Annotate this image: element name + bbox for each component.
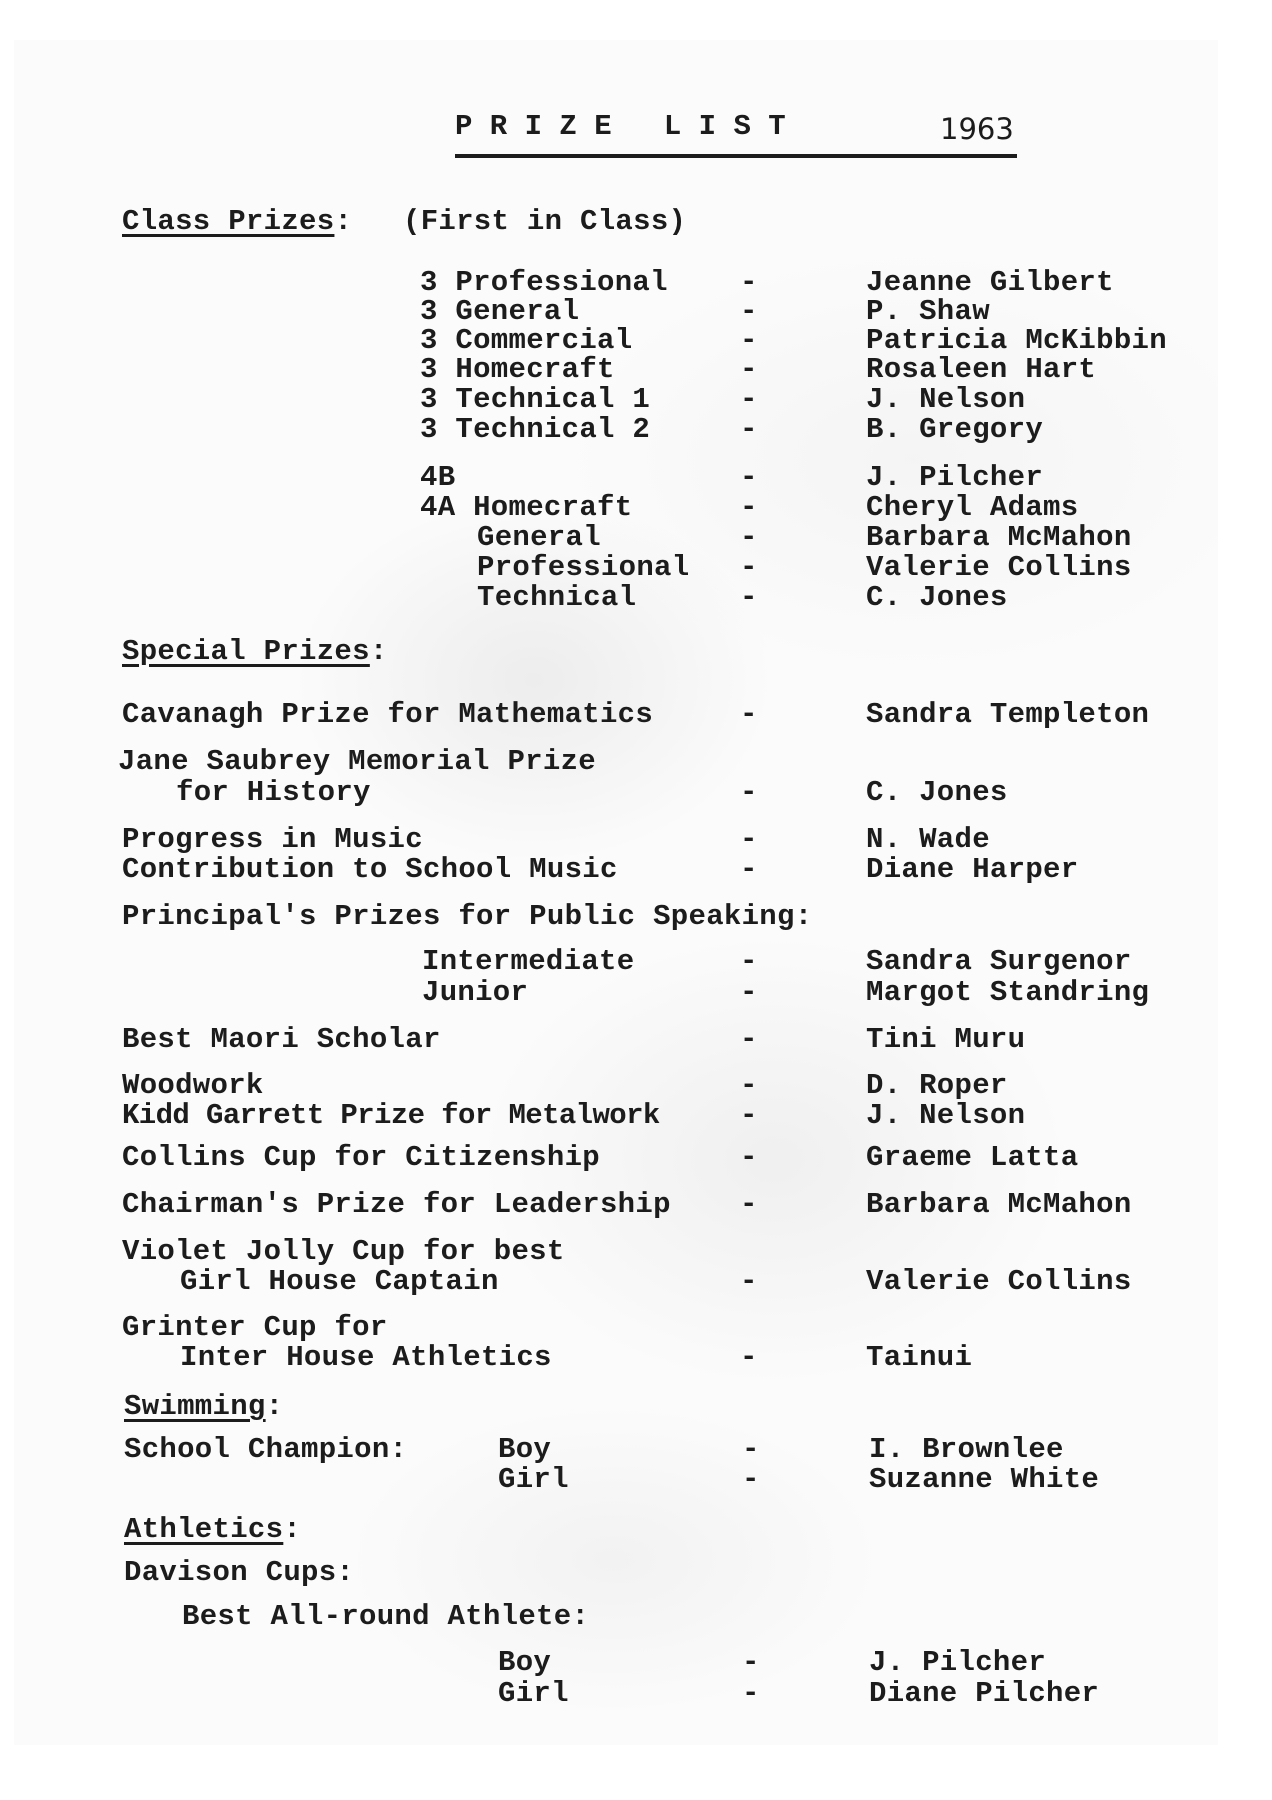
separator-dash: - <box>740 976 758 1009</box>
separator-dash: - <box>740 776 758 809</box>
winner-name: Jeanne Gilbert <box>866 266 1114 299</box>
separator-dash: - <box>740 1099 758 1132</box>
winner-name: Barbara McMahon <box>866 1188 1132 1221</box>
separator-dash: - <box>740 324 758 357</box>
prize-label: Woodwork <box>122 1069 264 1102</box>
separator-dash: - <box>740 383 758 416</box>
separator-dash: - <box>740 413 758 446</box>
winner-name: J. Pilcher <box>869 1646 1047 1679</box>
class-label: 4B <box>420 461 456 494</box>
heading-colon: : <box>369 635 388 668</box>
prize-label: Intermediate <box>422 945 635 978</box>
class-label: Professional <box>477 551 690 584</box>
winner-name: Sandra Surgenor <box>866 945 1132 978</box>
winner-name: Valerie Collins <box>866 551 1132 584</box>
page-year: 1963 <box>940 112 1014 146</box>
title-underline <box>455 154 1017 158</box>
winner-name: Suzanne White <box>869 1463 1100 1496</box>
davison-cups-label: Davison Cups: <box>124 1556 355 1589</box>
separator-dash: - <box>740 1265 758 1298</box>
public-speaking-heading: Principal's Prizes for Public Speaking: <box>122 900 813 933</box>
heading-colon: : <box>334 205 353 238</box>
winner-name: Cheryl Adams <box>866 491 1079 524</box>
winner-name: D. Roper <box>866 1069 1008 1102</box>
winner-name: Tini Muru <box>866 1023 1026 1056</box>
separator-dash: - <box>740 945 758 978</box>
separator-dash: - <box>740 266 758 299</box>
page-title: P R I Z E L I S T <box>455 110 786 143</box>
separator-dash: - <box>740 295 758 328</box>
heading-colon: : <box>265 1390 284 1423</box>
winner-name: Barbara McMahon <box>866 521 1132 554</box>
class-label: 3 Homecraft <box>420 353 615 386</box>
swimming-heading-text: Swimming <box>124 1390 266 1423</box>
class-label: General <box>477 521 601 554</box>
separator-dash: - <box>740 581 758 614</box>
class-prizes-heading-text: Class Prizes <box>122 205 335 238</box>
separator-dash: - <box>740 1188 758 1221</box>
winner-name: Diane Harper <box>866 853 1079 886</box>
class-label: 4A Homecraft <box>420 491 633 524</box>
winner-name: I. Brownlee <box>869 1433 1064 1466</box>
prize-label: Junior <box>422 976 529 1009</box>
swimming-heading <box>124 1390 283 1424</box>
all-round-athlete-label: Best All-round Athlete: <box>182 1600 590 1633</box>
winner-name: N. Wade <box>866 823 990 856</box>
winner-name: B. Gregory <box>866 413 1044 446</box>
class-label: 3 Professional <box>420 266 668 299</box>
separator-dash: - <box>740 1023 758 1056</box>
category-label: Girl <box>498 1677 569 1710</box>
class-label: 3 General <box>420 295 580 328</box>
prize-label: Jane Saubrey Memorial Prize <box>118 745 596 778</box>
winner-name: J. Pilcher <box>866 461 1044 494</box>
prize-label: Collins Cup for Citizenship <box>122 1141 600 1174</box>
prize-label-continued: Inter House Athletics <box>180 1341 552 1374</box>
prize-label: Cavanagh Prize for Mathematics <box>122 698 654 731</box>
separator-dash: - <box>740 823 758 856</box>
separator-dash: - <box>742 1433 760 1466</box>
winner-name: Sandra Templeton <box>866 698 1150 731</box>
winner-name: C. Jones <box>866 776 1008 809</box>
winner-name: Diane Pilcher <box>869 1677 1100 1710</box>
prize-label-continued: for History <box>176 776 371 809</box>
class-label: 3 Commercial <box>420 324 633 357</box>
heading-colon: : <box>283 1513 302 1546</box>
winner-name: Patricia McKibbin <box>866 324 1167 357</box>
class-prizes-heading <box>122 205 352 239</box>
winner-name: Margot Standring <box>866 976 1150 1009</box>
category-label: Girl <box>498 1463 569 1496</box>
special-prizes-heading-text: Special Prizes <box>122 635 370 668</box>
separator-dash: - <box>740 551 758 584</box>
prize-label: Kidd Garrett Prize for Metalwork <box>122 1099 660 1132</box>
separator-dash: - <box>742 1463 760 1496</box>
class-prizes-note: (First in Class) <box>403 205 687 238</box>
separator-dash: - <box>742 1677 760 1710</box>
winner-name: Tainui <box>866 1341 973 1374</box>
separator-dash: - <box>740 698 758 731</box>
separator-dash: - <box>740 353 758 386</box>
winner-name: P. Shaw <box>866 295 990 328</box>
separator-dash: - <box>740 461 758 494</box>
class-label: 3 Technical 2 <box>420 413 651 446</box>
separator-dash: - <box>740 853 758 886</box>
winner-name: Rosaleen Hart <box>866 353 1097 386</box>
prize-label: School Champion: <box>124 1433 408 1466</box>
winner-name: J. Nelson <box>866 1099 1026 1132</box>
winner-name: Graeme Latta <box>866 1141 1079 1174</box>
winner-name: Valerie Collins <box>866 1265 1132 1298</box>
athletics-heading <box>124 1513 301 1547</box>
category-label: Boy <box>498 1433 552 1466</box>
separator-dash: - <box>740 521 758 554</box>
separator-dash: - <box>740 491 758 524</box>
athletics-heading-text: Athletics <box>124 1513 284 1546</box>
prize-label: Progress in Music <box>122 823 423 856</box>
prize-label: Violet Jolly Cup for best <box>122 1235 565 1268</box>
prize-label: Chairman's Prize for Leadership <box>122 1188 671 1221</box>
prize-label-continued: Girl House Captain <box>180 1265 499 1298</box>
separator-dash: - <box>740 1341 758 1374</box>
separator-dash: - <box>740 1141 758 1174</box>
special-prizes-heading <box>122 635 388 669</box>
class-label: 3 Technical 1 <box>420 383 651 416</box>
winner-name: J. Nelson <box>866 383 1026 416</box>
prize-label: Grinter Cup for <box>122 1311 388 1344</box>
winner-name: C. Jones <box>866 581 1008 614</box>
category-label: Boy <box>498 1646 552 1679</box>
class-label: Technical <box>477 581 637 614</box>
separator-dash: - <box>740 1069 758 1102</box>
separator-dash: - <box>742 1646 760 1679</box>
prize-label: Best Maori Scholar <box>122 1023 441 1056</box>
prize-label: Contribution to School Music <box>122 853 618 886</box>
